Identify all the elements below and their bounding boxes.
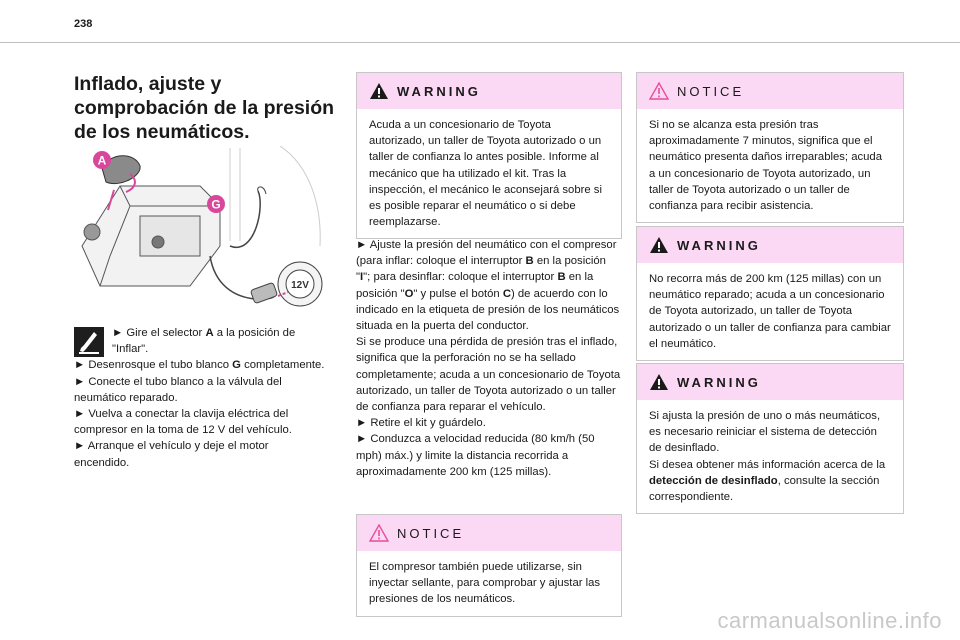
header-divider (0, 42, 960, 43)
deflation-detection-ref: detección de desinflado (649, 474, 778, 487)
warning-header (637, 364, 903, 400)
step-5: ► Arranque el vehículo y deje el motor encendido. (74, 440, 269, 469)
pressure-loss-text: Si se produce una pérdida de presión tras el inflado, significa que la perforación no se ha sellado completamente; acuda a un concesionario de Toyota autorizado, un taller de Toyota autorizado o un taller de confianza para reparar el vehículo. (356, 336, 621, 414)
warning-text: No recorra más de 200 km (125 millas) con un neumático reparado; acuda a un concesionario de Toyota autorizado, un taller de Toyota autorizado o un taller de confianza para cambiar el neumático. (649, 273, 891, 350)
warning-box-1 (356, 72, 622, 239)
notice-box-1 (356, 514, 622, 617)
warning-header (637, 227, 903, 263)
warning-box-3 (636, 363, 904, 514)
notice-box-2 (636, 72, 904, 223)
warning-icon (649, 236, 669, 254)
notice-text: El compresor también puede utilizarse, sin inyectar sellante, para comprobar y ajustar las presiones de los neumáticos. (369, 561, 601, 606)
notice-icon (649, 82, 669, 100)
title-line-1: Inflado, ajuste y (74, 73, 222, 95)
warning-title: WARNING (677, 374, 761, 390)
adjust-pressure-text (356, 237, 622, 480)
warning-text: Acuda a un concesionario de Toyota autorizado, un taller de Toyota autorizado o un taller de confianza lo antes posible. Informe al mecánico que ha utilizado el kit. Tras la inspección, el mecánico le aconsejará sobre si es posible reparar el neumático o si debe reemplazarse. (369, 119, 602, 229)
notice-title: NOTICE (677, 83, 745, 99)
compressor-kit-drawing (80, 146, 324, 314)
warning-title: WARNING (397, 83, 481, 99)
more-info-text: Si desea obtener más información acerca de la detección de desinflado, consulte la sección correspondiente. (649, 458, 886, 504)
step-2: ► Desenrosque el tubo blanco G completamente. (74, 359, 325, 372)
reset-system-text: Si ajusta la presión de uno o más neumáticos, es necesario reiniciar el sistema de detección de desinflado. (649, 410, 881, 455)
label-a: A (97, 153, 107, 168)
socket-label: 12V (291, 280, 309, 291)
warning-text (637, 400, 903, 513)
warning-title: WARNING (677, 237, 761, 253)
tool-icon (74, 327, 104, 357)
notice-header (357, 515, 621, 551)
watermark: carmanualsonline.info (717, 608, 942, 633)
remove-kit-step: ► Retire el kit y guárdelo. (356, 417, 486, 430)
step-1: ► Gire el selector A a la posición de "Inflar". (112, 327, 296, 356)
warning-box-2 (636, 226, 904, 361)
step-3: ► Conecte el tubo blanco a la válvula del neumático reparado. (74, 375, 282, 404)
step-4: ► Vuelva a conectar la clavija eléctrica del compresor en la toma de 12 V del vehículo. (74, 408, 292, 437)
title-line-2: comprobación de la presión (74, 97, 335, 119)
notice-text: Si no se alcanza esta presión tras aproximadamente 7 minutos, significa que el neumático presenta daños irreparables; acuda a un concesionario de Toyota autorizado, un taller de Toyota autorizado o un taller de confianza para recibir asistencia. (649, 119, 882, 213)
notice-header (637, 73, 903, 109)
compressor-illustration (80, 146, 324, 314)
label-g: G (211, 197, 221, 212)
drive-step: ► Conduzca a velocidad reducida (80 km/h (50 mph) máx.) y limite la distancia recorrida a aproximadamente 200 km (125 millas). (356, 433, 595, 478)
page-title (74, 72, 335, 144)
title-line-3: de los neumáticos. (74, 121, 250, 143)
warning-header (357, 73, 621, 109)
inflation-steps (74, 325, 326, 471)
warning-icon (369, 82, 389, 100)
page-number: 238 (74, 18, 93, 30)
section-title-block (74, 72, 335, 144)
warning-icon (649, 373, 669, 391)
adjust-step: ► Ajuste la presión del neumático con el compresor (para inflar: coloque el interruptor B en la posición "I"; para desinflar: coloque el interruptor B en la posición "O" y pulse el botón C) de acuerdo con lo indicado en la etiqueta de presión de los neumáticos situada en la puerta del conductor. (356, 239, 620, 333)
notice-title: NOTICE (397, 525, 465, 541)
notice-icon (369, 524, 389, 542)
